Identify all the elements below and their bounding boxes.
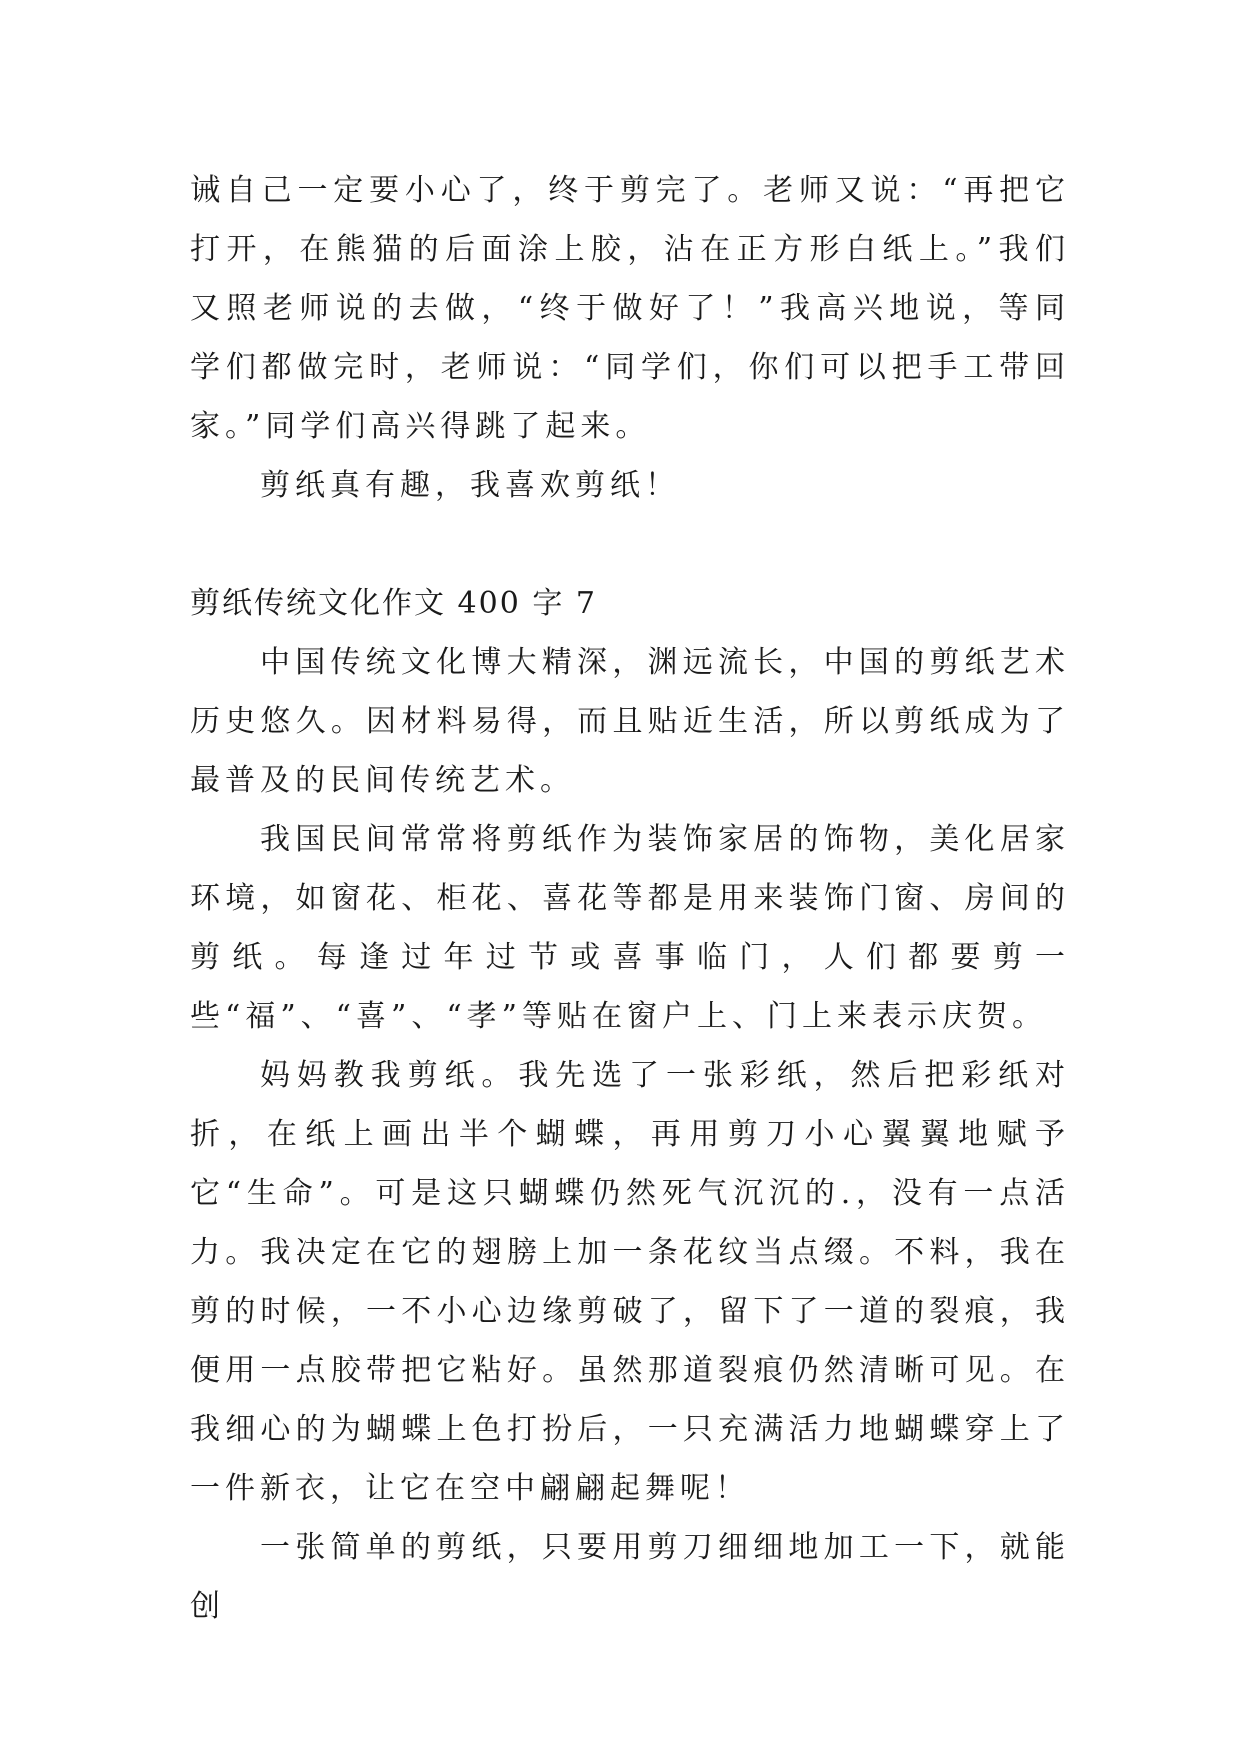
paragraph-butterfly: 妈妈教我剪纸。我先选了一张彩纸，然后把彩纸对折，在纸上画出半个蝴蝶，再用剪刀小心翼翼地赋予它“生命”。可是这只蝴蝶仍然死气沉沉的.，没有一点活力。我决定在它的翅膀上加一条花纹当点缀。不料，我在剪的时候，一不小心边缘剪破了，留下了一道的裂痕，我便用一点胶带把它粘好。虽然那道裂痕仍然清晰可见。在我细心的为蝴蝶上色打扮后，一只充满活力地蝴蝶穿上了一件新衣，让它在空中翩翩起舞呢！ (190, 1058, 1070, 1506)
paragraph-closing: 一张简单的剪纸，只要用剪刀细细地加工一下，就能创 (190, 1530, 1070, 1624)
section-title: 剪纸传统文化作文 400 字 7 (190, 586, 597, 621)
paragraph-continued: 诫自己一定要小心了，终于剪完了。老师又说：“再把它打开，在熊猫的后面涂上胶，沾在正方形白纸上。”我们又照老师说的去做，“终于做好了！”我高兴地说，等同学们都做完时，老师说：“同学们，你们可以把手工带回家。”同学们高兴得跳了起来。 (190, 173, 1070, 444)
paragraph-decoration: 我国民间常常将剪纸作为装饰家居的饰物，美化居家环境，如窗花、柜花、喜花等都是用来装饰门窗、房间的剪纸。每逢过年过节或喜事临门，人们都要剪一些“福”、“喜”、“孝”等贴在窗户上、门上来表示庆贺。 (190, 822, 1070, 1034)
section-spacer (190, 515, 1070, 574)
document-body (190, 161, 1070, 1636)
paragraph-intro: 中国传统文化博大精深，渊远流长，中国的剪纸艺术历史悠久。因材料易得，而且贴近生活，所以剪纸成为了最普及的民间传统艺术。 (190, 645, 1070, 798)
paragraph-conclusion: 剪纸真有趣，我喜欢剪纸！ (260, 468, 680, 503)
